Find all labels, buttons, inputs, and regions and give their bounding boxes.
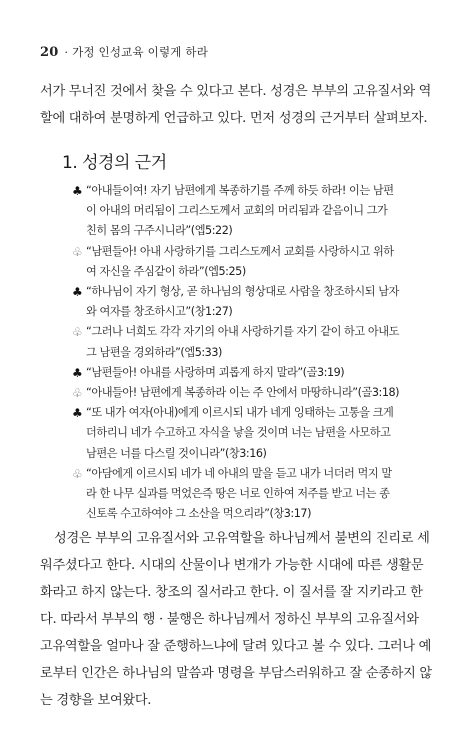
verse-line: 그 남편을 경외하라”(엡5:33) (86, 345, 222, 359)
text-line: 할에 대하여 분명하게 언급하고 있다. 먼저 성경의 근거부터 살펴보자. (40, 111, 428, 126)
verse-item (73, 403, 435, 464)
page-number: 20 (40, 45, 59, 60)
verse-line: “또 내가 여자(아내)에게 이르시되 내가 네게 잉태하는 고통을 크게 (86, 406, 394, 420)
verse-item (73, 383, 435, 403)
club-outline-bullet-icon: ♧ (72, 325, 83, 340)
text-line: 워주셨다고 한다. 시대의 산물이나 변개가 가능한 시대에 따른 생활문 (40, 558, 424, 573)
text-line: 로부터 인간은 하나님의 말씀과 명령을 부담스러워하고 잘 순종하지 않 (40, 666, 432, 681)
text-line: 성경은 부부의 고유질서와 고유역할을 하나님께서 불변의 진리로 세 (54, 531, 430, 546)
book-title: 가정 인성교육 이렇게 하라 (72, 45, 209, 59)
verse-line: 신토록 수고하여야 그 소산을 먹으리라”(창3:17) (86, 507, 311, 521)
verse-line: 더하리니 네가 수고하고 자식을 낳을 것이며 너는 남편을 사모하고 (86, 426, 391, 440)
verse-line: 남편은 너를 다스릴 것이니라”(창3:16) (86, 446, 267, 460)
header-separator: · (64, 45, 69, 59)
verse-line: “아내들이여! 자기 남편에게 복종하기를 주께 하듯 하라! 이는 남편 (86, 184, 394, 197)
verse-line: “남편들아! 아내 사랑하기를 그리스도께서 교회를 사랑하시고 위하 (86, 244, 394, 258)
verse-line: 친히 몸의 구주시니라”(엡5:22) (86, 224, 233, 238)
verse-line: 이 아내의 머리됨이 그리스도께서 교회의 머리됨과 같음이니 그가 (86, 204, 388, 218)
text-line: 는 경향을 보여왔다. (40, 693, 152, 708)
verse-item (73, 181, 435, 242)
scripture-verse-list (73, 181, 435, 524)
club-bullet-icon: ♣ (72, 365, 83, 380)
verse-item (73, 242, 435, 282)
verse-item (73, 322, 435, 362)
text-line: 화라고 하지 않는다. 창조의 질서라고 한다. 이 질서를 잘 지키라고 한 (40, 585, 423, 600)
intro-paragraph (40, 78, 432, 132)
section-heading: 1. 성경의 근거 (62, 153, 167, 173)
club-bullet-icon: ♣ (72, 406, 83, 421)
verse-line: 여 자신을 주심같이 하라”(엡5:25) (86, 264, 246, 278)
verse-line: “그러나 너희도 각각 자기의 아내 사랑하기를 자기 같이 하고 아내도 (86, 325, 399, 339)
verse-item (73, 363, 435, 383)
verse-line: “남편들아! 아내를 사랑하며 괴롭게 하지 말라”(골3:19) (86, 365, 345, 379)
running-header (40, 44, 208, 60)
closing-paragraph (40, 525, 432, 714)
club-outline-bullet-icon: ♧ (72, 466, 83, 481)
club-outline-bullet-icon: ♧ (72, 386, 83, 401)
verse-line: “아담에게 이르시되 네가 네 아내의 말을 듣고 내가 너더러 먹지 말 (86, 466, 392, 480)
club-outline-bullet-icon: ♧ (72, 244, 83, 259)
verse-item (73, 464, 435, 525)
verse-line: “하나님이 자기 형상, 곧 하나님의 형상대로 사람을 창조하시되 남자 (86, 285, 399, 299)
club-bullet-icon: ♣ (72, 285, 83, 300)
verse-line: “아내들아! 남편에게 복종하라 이는 주 안에서 마땅하니라”(골3:18) (86, 386, 400, 400)
text-line: 서가 무너진 것에서 찾을 수 있다고 본다. 성경은 부부의 고유질서와 역 (40, 84, 432, 99)
text-line: 고유역할을 얼마나 잘 준행하느냐에 달려 있다고 볼 수 있다. 그러나 예 (40, 639, 432, 654)
verse-line: 와 여자를 창조하시고”(창1:27) (86, 305, 233, 319)
verse-line: 라 한 나무 실과를 먹었은즉 땅은 너로 인하여 저주를 받고 너는 종 (86, 487, 390, 501)
club-bullet-icon: ♣ (72, 184, 83, 198)
text-line: 다. 따라서 부부의 행 · 불행은 하나님께서 정하신 부부의 고유질서와 (40, 612, 419, 627)
verse-item (73, 282, 435, 322)
